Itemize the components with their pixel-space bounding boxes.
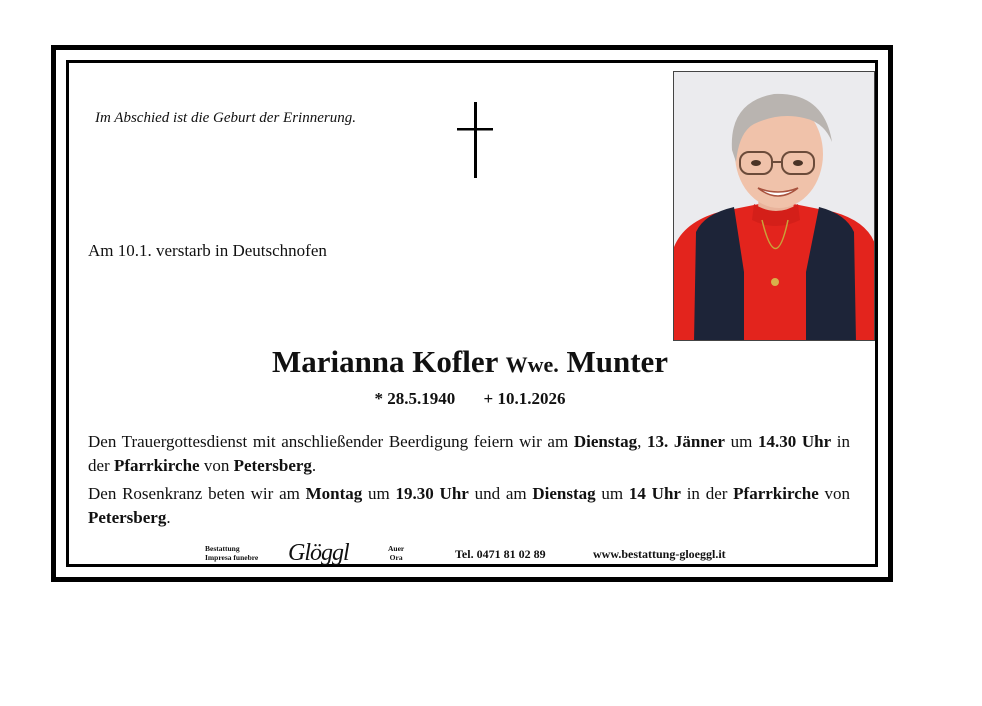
day: Montag bbox=[305, 484, 363, 503]
place: Petersberg bbox=[88, 508, 167, 527]
funeral-home-town bbox=[388, 544, 404, 562]
church: Pfarrkirche bbox=[113, 456, 200, 475]
time: 14.30 Uhr bbox=[757, 432, 832, 451]
funeral-home-logo: Glöggl bbox=[288, 540, 349, 566]
label-german: Bestattung bbox=[205, 544, 240, 553]
church: Pfarrkirche bbox=[733, 484, 819, 503]
text: um bbox=[362, 484, 396, 503]
town-italian: Ora bbox=[389, 553, 403, 562]
name-widow: Wwe. bbox=[505, 352, 559, 377]
name-last: Munter bbox=[566, 344, 669, 379]
text: und am bbox=[468, 484, 533, 503]
text: , bbox=[637, 432, 648, 451]
place: Petersberg bbox=[233, 456, 312, 475]
text: . bbox=[166, 508, 171, 527]
life-dates bbox=[0, 389, 940, 409]
time: 19.30 Uhr bbox=[395, 484, 469, 503]
funeral-service-text bbox=[88, 430, 850, 478]
name-first: Marianna Kofler bbox=[271, 344, 498, 379]
rosary-text bbox=[88, 482, 850, 530]
text: Den Rosenkranz beten wir am bbox=[88, 484, 306, 503]
text: um bbox=[724, 432, 758, 451]
text: Den Trauergottesdienst mit anschließender Beerdigung feiern wir am bbox=[88, 432, 574, 451]
text: von bbox=[199, 456, 234, 475]
day: Dienstag bbox=[532, 484, 596, 503]
deceased-name bbox=[0, 344, 940, 380]
death-announcement: Am 10.1. verstarb in Deutschnofen bbox=[88, 241, 327, 260]
funeral-home-label bbox=[205, 544, 258, 562]
phone-number: Tel. 0471 81 02 89 bbox=[455, 547, 546, 561]
text: . bbox=[311, 456, 317, 475]
text: von bbox=[818, 484, 851, 503]
date: 13. Jänner bbox=[647, 432, 725, 451]
website-link[interactable]: www.bestattung-gloeggl.it bbox=[593, 547, 726, 561]
birth-date: * 28.5.1940 bbox=[374, 389, 456, 408]
portrait-photo bbox=[673, 71, 875, 341]
text: um bbox=[595, 484, 629, 503]
time: 14 Uhr bbox=[628, 484, 681, 503]
town-german: Auer bbox=[388, 544, 405, 553]
day: Dienstag bbox=[573, 432, 638, 451]
text: in der bbox=[88, 432, 851, 475]
death-date: + 10.1.2026 bbox=[483, 389, 566, 408]
motto: Im Abschied ist die Geburt der Erinnerung. bbox=[95, 110, 356, 126]
text: in der bbox=[680, 484, 734, 503]
cross-icon bbox=[455, 102, 495, 178]
label-italian: Impresa funebre bbox=[205, 553, 259, 562]
